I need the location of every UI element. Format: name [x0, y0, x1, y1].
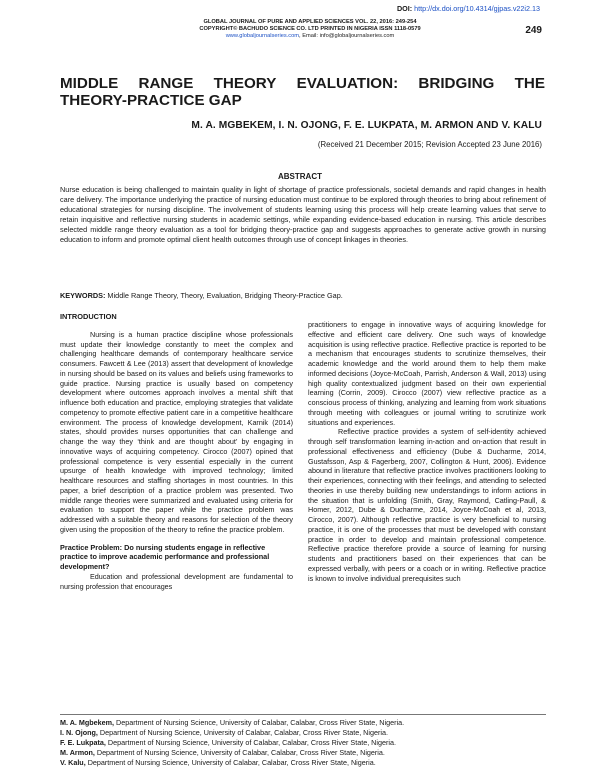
doi-label: DOI: [396, 4, 413, 13]
practice-problem-paragraph: Education and professional development are fundamental to nursing profession that encourages [60, 572, 293, 591]
affiliation-text: Department of Nursing Science, University of Calabar, Calabar, Cross River State, Nigeria. [105, 738, 396, 747]
journal-site-link[interactable]: www.globaljournalseries.com [225, 33, 300, 39]
author-affiliations [60, 718, 546, 768]
abstract-heading: ABSTRACT [278, 172, 322, 181]
right-paragraph-2: Reflective practice provides a system of self-identity achieved through self transformation learning in-action and on-action that result in professional effectiveness and efficiency (Dube & Ducharme, 2014, Gustafsson, Asp & Fagerberg, 2007, Collington & Hunt, 2006). Evidence abound in literature that reflective practice involves practitioners looking to their experiences, connecting with their feelings, and attending to selected theories in use thereby building new understandings to inform actions in the situation that is unfolding (Smith, Gray, Raymond, Catling-Paull, & Homer, 2012, Dube & Ducharme, 2014, Joyce-McCoah et al, 2013, Cirocco, 2007). Although reflective practice is very beneficial to nursing practice, it is one of the processes that must be developed with constant practice in order to develop and maintain professional competence. Reflective practice therefore provide a source of learning for nursing students and practitioners based on their experiences that can be expressed verbally, with peers or a coach or in writing. Reflective practice is known to involve individual prerequisites such [308, 427, 546, 583]
keywords-label: KEYWORDS: [60, 291, 106, 300]
doi-link[interactable]: http://dx.doi.org/10.4314/gjpas.v22i2.13 [414, 4, 540, 13]
title-word: RANGE [138, 75, 194, 92]
page-number: 249 [525, 25, 542, 36]
received-dates: (Received 21 December 2015; Revision Accepted 23 June 2016) [317, 140, 542, 149]
right-column [308, 320, 546, 583]
keywords-text: Middle Range Theory, Theory, Evaluation, Bridging Theory-Practice Gap. [105, 291, 343, 300]
paper-title [60, 75, 545, 109]
abstract-text: Nurse education is being challenged to maintain quality in light of shortage of practice professionals, societal demands and rapid changes in health care delivery. The importance underlying the practice of nursing education must continue to be explored through theories to bring about refinement of educational strategies for nursing discipline. The involvement of students learning using this process will help create learning values that serve to retain inquisitive and reflective nursing students in academic settings, while expanding evidence-based education in nursing. This article describes selected middle range theory evaluation as a tool for bridging theory-practice gap and suggests approaches to generate active growth in nursing education to inform and promote optimal client health outcomes through use of concept linkages in theories. [60, 185, 546, 244]
affiliation-name: I. N. Ojong, [60, 728, 98, 737]
affiliation-item [60, 738, 546, 748]
journal-email: , Email: info@globaljournalseries.com [299, 33, 395, 39]
title-line-2: THEORY-PRACTICE GAP [60, 92, 242, 109]
title-word: THE [514, 75, 545, 92]
affiliation-name: V. Kalu, [60, 758, 86, 767]
affiliation-text: Department of Nursing Science, University of Calabar, Calabar, Cross River State, Nigeria. [97, 728, 388, 737]
journal-contact [140, 33, 480, 40]
affiliation-name: M. A. Mgbekem, [60, 718, 115, 727]
affiliation-item [60, 758, 546, 768]
practice-problem-heading: Practice Problem: Do nursing students engage in reflective practice to improve academic performance and professional development? [60, 542, 270, 571]
right-paragraph-1: practitioners to engage in innovative ways of acquiring knowledge for effective and efficient care delivery. One such ways of knowledge acquisition is using reflective practice. Reflective practice is reported to be a mechanism that encourages students to scrutinize themselves, their academic knowledge and the world around them to help them make informed decisions (Joyce-McCoah, Parrish, Anderson & Wall, 2013) using high quality contextualized judgment based on their own experiential learning (Corrin, 2009). Cirocco (2007) view reflective practice as a conscious process of thinking, analyzing and learning from work situations through meeting with colleagues or journal writing to scrutinize work situations and experiences. [308, 320, 546, 427]
introduction-paragraph: Nursing is a human practice discipline whose professionals must update their knowledge constantly to meet the complex and challenging healthcare demands of contemporary healthcare service consumers. Fawcett & Lee (2013) assert that development of knowledge in nursing should be based on its values and beliefs using frameworks to guide practice. Nursing practice is usually based on competency development where outcomes approach involves a mental shift that influence both education and practice, employing strategies that validate competency to promote effective patient care in a competitive healthcare environment. The process of knowledge development, Karnik (2014) states, should provides nurses opportunities that can challenge and change the way they ‘think and are thought about’ by engaging in innovative ways of acquiring competency. Cirocco (2007) opined that professional competence is very essential especially in the current upsurge of health knowledge with improved technology; limited healthcare resources and staffing shortages in most countries. In this paper, a brief description of a practice problem was presented. Two middle range theories were summarized and evaluated using criteria for evaluation to support the paper while the practice problem was addressed with a suitable theory and reasons for selection of the theory given using the proposition of the theory to refine the practice problem. [60, 329, 293, 534]
title-word: MIDDLE [60, 75, 119, 92]
affiliation-text: Department of Nursing Science, University of Calabar, Calabar, Cross River State, Nigeria. [94, 748, 385, 757]
affiliation-item [60, 718, 546, 728]
doi-line [397, 4, 540, 13]
affiliation-item [60, 728, 546, 738]
keywords [60, 291, 546, 300]
left-column [60, 312, 293, 592]
title-word: THEORY [213, 75, 277, 92]
title-word: EVALUATION: [296, 75, 399, 92]
introduction-heading: INTRODUCTION [60, 312, 117, 321]
affiliation-item [60, 748, 546, 758]
author-list: M. A. MGBEKEM, I. N. OJONG, F. E. LUKPATA, M. ARMON AND V. KALU [191, 120, 542, 131]
affiliation-name: F. E. Lukpata, [60, 738, 106, 747]
affiliation-text: Department of Nursing Science, University of Calabar, Calabar, Cross River State, Nigeria. [85, 758, 376, 767]
affiliation-name: M. Armon, [60, 748, 95, 757]
journal-header [140, 19, 480, 40]
journal-title: GLOBAL JOURNAL OF PURE AND APPLIED SCIENCES VOL. 22, 2016: 249-254 [203, 19, 417, 25]
footnote-divider [60, 714, 546, 715]
title-line-1 [60, 75, 545, 92]
journal-copyright: COPYRIGHT© BACHUDO SCIENCE CO. LTD PRINTED IN NIGERIA ISSN 1118-0579 [199, 26, 421, 32]
title-word: BRIDGING [418, 75, 495, 92]
affiliation-text: Department of Nursing Science, University of Calabar, Calabar, Cross River State, Nigeria. [114, 718, 405, 727]
